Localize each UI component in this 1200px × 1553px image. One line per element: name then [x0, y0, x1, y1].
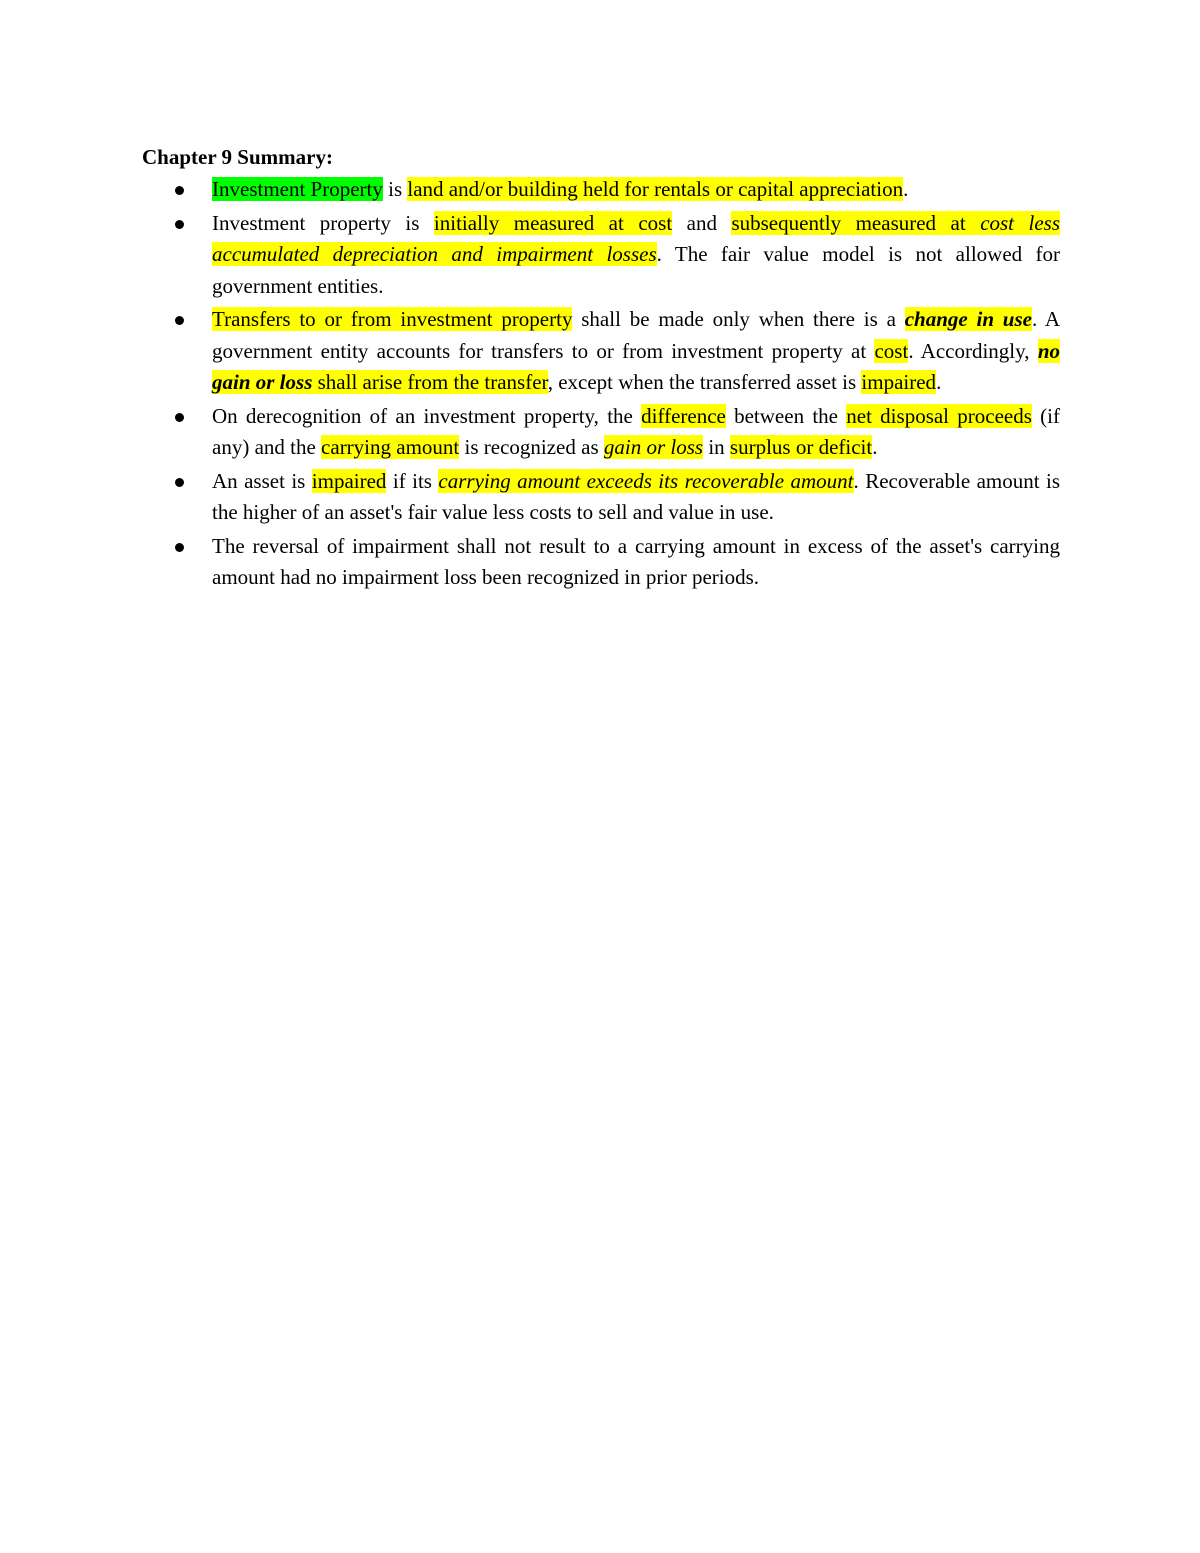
highlighted-text: cost	[874, 338, 909, 363]
highlighted-text: initially measured at cost	[433, 210, 673, 235]
body-text: . A government entity accounts for transfers to or from investment property at	[212, 307, 1061, 363]
bullet-dot-icon	[175, 220, 184, 229]
highlighted-text: shall arise from the transfer	[312, 370, 548, 394]
highlighted-text: subsequently measured at	[731, 210, 981, 235]
bullet-dot-icon	[175, 316, 184, 325]
highlighted-text: cost less accumulated depreciation and impairment losses	[212, 210, 1060, 266]
summary-list	[142, 174, 1060, 594]
highlighted-text: Transfers to or from investment property	[212, 307, 573, 331]
bullet-dot-icon	[175, 543, 184, 552]
body-text: (if any) and the	[212, 403, 1061, 459]
highlighted-text: Investment Property	[212, 177, 383, 201]
body-text: .	[903, 177, 909, 201]
body-text: .	[936, 370, 942, 394]
highlighted-text: no gain or loss	[212, 338, 1060, 394]
body-text: . Recoverable amount is the higher of an asset's fair value less costs to sell and value in use.	[212, 468, 1060, 524]
body-text: if its	[386, 468, 439, 493]
body-text: and	[672, 210, 732, 235]
body-text: Investment property is	[212, 210, 434, 235]
highlighted-text: carrying amount exceeds its recoverable amount	[438, 468, 854, 493]
body-text: .	[872, 435, 878, 459]
summary-bullet-item	[142, 401, 1060, 464]
body-text: The reversal of impairment shall not result to a carrying amount in excess of the asset's carrying amount had no impairment loss been recognized in prior periods.	[212, 533, 1060, 589]
body-text: An asset is	[212, 468, 312, 493]
summary-bullet-item	[142, 304, 1060, 399]
body-text: in	[703, 435, 730, 459]
body-text: , except when the transferred asset is	[547, 370, 862, 394]
body-text: On derecognition of an investment property, the	[212, 403, 642, 428]
body-text: . The fair value model is not allowed for government entities.	[212, 242, 1060, 298]
bullet-dot-icon	[175, 413, 184, 422]
highlighted-text: change in use	[904, 307, 1032, 331]
highlighted-text: impaired	[311, 468, 387, 493]
summary-bullet-item	[142, 208, 1060, 303]
body-text: is recognized as	[459, 435, 604, 459]
bullet-dot-icon	[175, 478, 184, 487]
highlighted-text: land and/or building held for rentals or capital appreciation	[407, 177, 904, 201]
summary-bullet-item	[142, 531, 1060, 594]
summary-bullet-item	[142, 466, 1060, 529]
highlighted-text: gain or loss	[603, 435, 704, 459]
body-text: shall be made only when there is a	[572, 307, 905, 331]
highlighted-text: impaired	[861, 370, 937, 394]
body-text: is	[382, 177, 408, 201]
body-text: between the	[725, 403, 847, 428]
highlighted-text: surplus or deficit	[729, 435, 873, 459]
document-title: Chapter 9 Summary:	[142, 145, 333, 169]
highlighted-text: carrying amount	[321, 435, 460, 459]
bullet-dot-icon	[175, 186, 184, 195]
summary-bullet-item	[142, 174, 1060, 206]
highlighted-text: difference	[641, 403, 726, 428]
body-text: . Accordingly,	[908, 338, 1038, 363]
highlighted-text: net disposal proceeds	[846, 403, 1032, 428]
document-page	[142, 142, 1060, 596]
